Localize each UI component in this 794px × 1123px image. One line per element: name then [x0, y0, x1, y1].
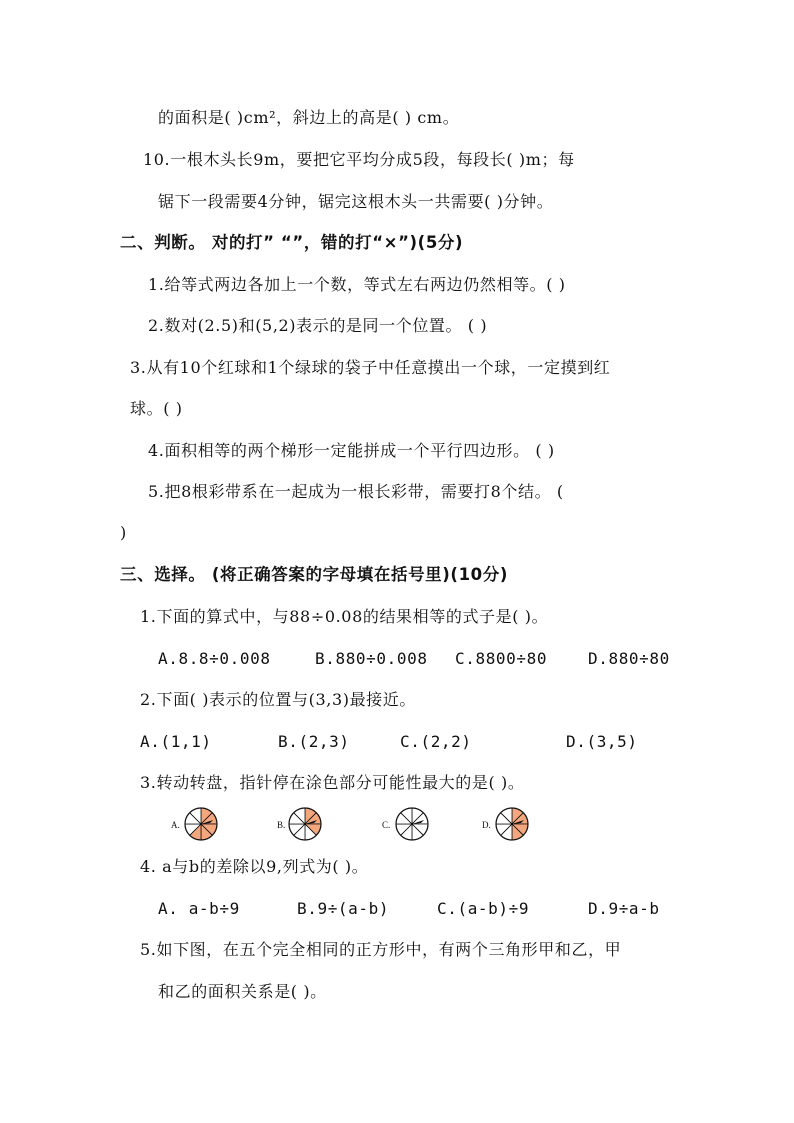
- q10-line2: 锯下一段需要4分钟，锯完这根木头一共需要( )分钟。: [158, 192, 554, 211]
- choice-q2: 2.下面( )表示的位置与(3,3)最接近。: [140, 690, 416, 709]
- choice-q1: 1.下面的算式中，与88÷0.08的结果相等的式子是( )。: [140, 607, 549, 626]
- choice-q1-option-b: B.880÷0.008: [315, 649, 428, 668]
- choice-q4-option-b: B.9÷(a-b): [297, 899, 390, 918]
- section-judgment-heading: 二、判断。 对的打” “”，错的打“×”)(5分): [120, 233, 464, 252]
- judgment-q2: 2.数对(2.5)和(5,2)表示的是同一个位置。 ( ): [148, 316, 488, 335]
- choice-q2-option-b: B.(2,3): [278, 732, 350, 751]
- choice-q5-line1: 5.如下图，在五个完全相同的正方形中，有两个三角形甲和乙，甲: [140, 940, 622, 959]
- judgment-q3-line2: 球。( ): [130, 399, 183, 418]
- choice-q1-option-c: C.8800÷80: [455, 649, 548, 668]
- choice-q5-line2: 和乙的面积关系是( )。: [158, 982, 327, 1001]
- judgment-q5-line1: 5.把8根彩带系在一起成为一根长彩带，需要打8个结。 (: [148, 482, 564, 501]
- choice-q1-option-a: A.8.8÷0.008: [158, 649, 271, 668]
- spinner-label: C.: [382, 820, 391, 830]
- choice-q4-option-d: D.9÷a-b: [588, 899, 660, 918]
- judgment-q3-line1: 3.从有10个红球和1个绿球的袋子中任意摸出一个球，一定摸到红: [130, 358, 611, 377]
- spinner-label: D.: [482, 820, 491, 830]
- spinner-wheel: [183, 806, 219, 842]
- section-choice-heading: 三、选择。 (将正确答案的字母填在括号里)(10分): [120, 565, 508, 584]
- choice-q2-option-c: C.(2,2): [400, 732, 472, 751]
- choice-q4-option-a: A. a-b÷9: [158, 899, 240, 918]
- q9-continuation: 的面积是( )cm²，斜边上的高是( ) cm。: [158, 108, 460, 127]
- spinner-label: B.: [277, 820, 286, 830]
- choice-q4: 4. a与b的差除以9,列式为( )。: [140, 857, 369, 876]
- q10-line1: 10.一根木头长9m，要把它平均分成5段，每段长( )m；每: [143, 150, 575, 169]
- choice-q2-option-a: A.(1,1): [140, 732, 212, 751]
- spinner-wheel: [394, 806, 430, 842]
- spinner-wheel: [287, 806, 323, 842]
- choice-q2-option-d: D.(3,5): [566, 732, 638, 751]
- choice-q1-option-d: D.880÷80: [588, 649, 670, 668]
- choice-q4-option-c: C.(a-b)÷9: [437, 899, 530, 918]
- spinner-label: A.: [171, 820, 180, 830]
- choice-q3: 3.转动转盘，指针停在涂色部分可能性最大的是( )。: [140, 773, 525, 792]
- spinner-wheel: [494, 806, 530, 842]
- judgment-q4: 4.面积相等的两个梯形一定能拼成一个平行四边形。 ( ): [148, 441, 555, 460]
- judgment-q5-line2: ): [120, 523, 127, 542]
- judgment-q1: 1.给等式两边各加上一个数，等式左右两边仍然相等。( ): [148, 275, 566, 294]
